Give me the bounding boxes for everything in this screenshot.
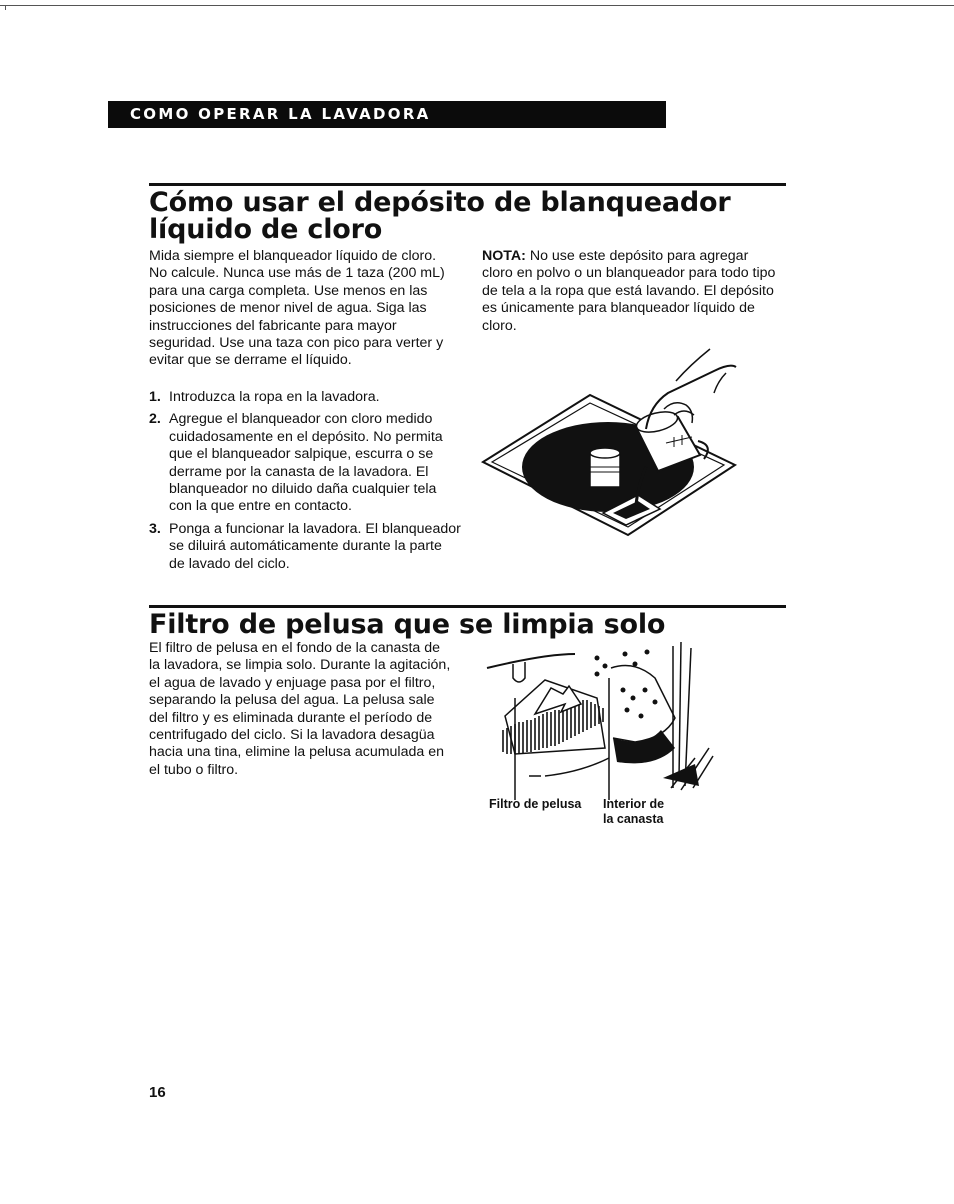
caption-lint-filter: Filtro de pelusa xyxy=(489,797,582,811)
top-rule xyxy=(0,5,954,6)
bleach-steps xyxy=(149,389,461,578)
bleach-dispenser-illustration xyxy=(478,345,740,540)
bleach-title-line2: líquido de cloro xyxy=(149,214,383,245)
crop-mark xyxy=(5,5,6,10)
lint-filter-illustration xyxy=(485,638,715,800)
section-divider xyxy=(149,183,786,186)
step-text: Ponga a funcionar la lavadora. El blanqueador se diluirá automáticamente durante la parte de lavado del ciclo. xyxy=(169,520,461,572)
lint-title: Filtro de pelusa que se limpia solo xyxy=(149,609,666,640)
step-text: Introduzca la ropa en la lavadora. xyxy=(169,389,380,405)
bleach-note xyxy=(482,248,780,335)
step-item xyxy=(149,389,461,406)
step-number: 3. xyxy=(149,520,161,537)
lint-body: El filtro de pelusa en el fondo de la canasta de la lavadora, se limpia solo. Durante la agitación, el agua de lavado y enjuage pasa por el filtro, separando la pelusa del agua. La pelusa sale del filtro y es eliminada durante el período de centrifugado del ciclo. Si la lavadora desagüa hacia una tina, elimine la pelusa acumulada en el tubo o filtro. xyxy=(149,640,451,778)
caption-basket-interior-line1: Interior de xyxy=(603,797,665,811)
section-banner: COMO OPERAR LA LAVADORA xyxy=(108,101,666,128)
step-number: 1. xyxy=(149,389,161,405)
section-divider xyxy=(149,605,786,608)
bleach-intro: Mida siempre el blanqueador líquido de cloro. No calcule. Nunca use más de 1 taza (200 mL) para una carga completa. Use menos en las posiciones de menor nivel de agua. Siga las instrucciones del fabricante para mayor seguridad. Use una taza con pico para verter y evitar que se derrame el líquido. xyxy=(149,248,445,369)
note-label: NOTA: xyxy=(482,248,526,264)
bleach-title-line1: Cómo usar el depósito de blanqueador xyxy=(149,187,731,218)
note-text: No use este depósito para agregar cloro en polvo o un blanqueador para todo tipo de tela a la ropa que está lavando. El depósito es únicamente para blanqueador líquido de cloro. xyxy=(482,248,776,334)
step-number: 2. xyxy=(149,411,161,428)
page-number: 16 xyxy=(149,1084,166,1101)
step-text: Agregue el blanqueador con cloro medido cuidadosamente en el depósito. No permita que el blanqueador salpique, escurra o se derrame por la canasta de la lavadora. El blanqueador no diluido daña cualquier tela con la que entre en contacto. xyxy=(169,411,443,515)
step-item xyxy=(149,521,461,573)
step-item xyxy=(149,411,461,515)
caption-basket-interior-line2: la canasta xyxy=(603,812,664,826)
